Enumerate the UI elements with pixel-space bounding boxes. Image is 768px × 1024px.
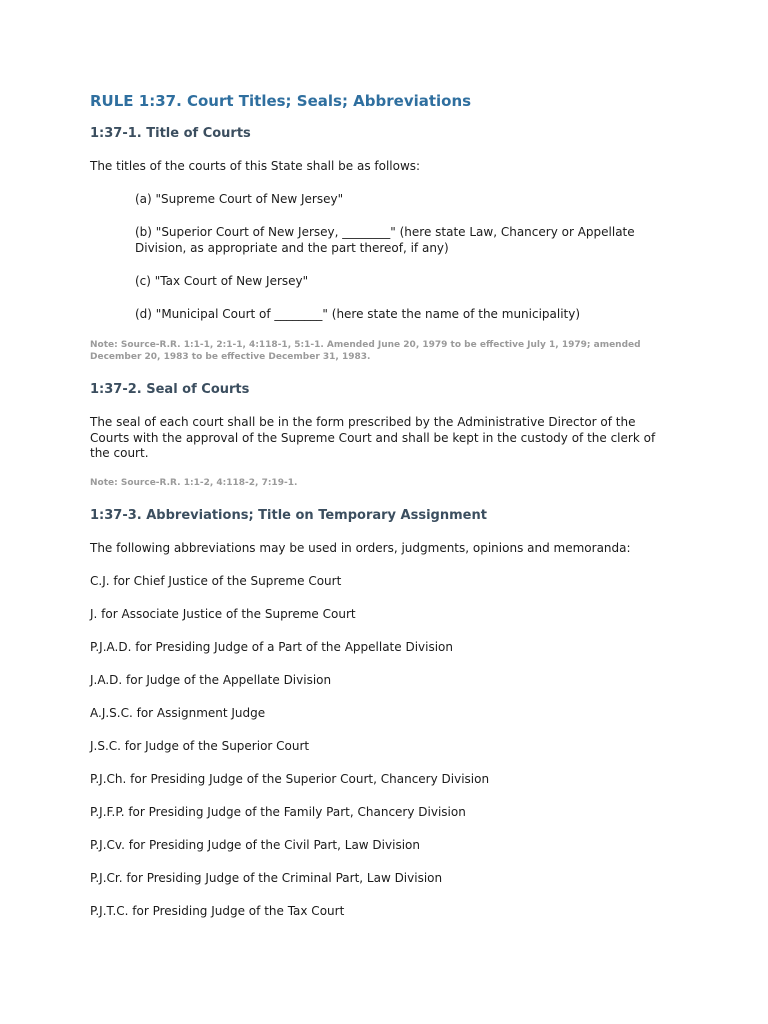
section-title-title-of-courts: 1:37-1. Title of Courts: [90, 126, 251, 141]
abbreviation-item: P.J.Cv. for Presiding Judge of the Civil Part, Law Division: [90, 838, 420, 852]
list-item: (d) "Municipal Court of ________" (here state the name of the municipality): [135, 307, 581, 321]
section-title-seal-of-courts: 1:37-2. Seal of Courts: [90, 382, 250, 397]
abbreviation-item: P.J.T.C. for Presiding Judge of the Tax Court: [90, 904, 345, 918]
abbreviation-item: C.J. for Chief Justice of the Supreme Court: [90, 574, 342, 588]
abbreviation-item: J.S.C. for Judge of the Superior Court: [90, 739, 310, 753]
rule-title: RULE 1:37. Court Titles; Seals; Abbreviations: [90, 92, 472, 110]
source-note: Note: Source-R.R. 1:1-1, 2:1-1, 4:118-1, 5:1-1. Amended June 20, 1979 to be effective July 1, 1979; amended December 20, 1983 to be effective December 31, 1983.: [90, 340, 641, 362]
section-intro: The following abbreviations may be used in orders, judgments, opinions and memoranda:: [90, 541, 631, 555]
list-item: (c) "Tax Court of New Jersey": [135, 274, 309, 288]
source-note: Note: Source-R.R. 1:1-2, 4:118-2, 7:19-1.: [90, 478, 298, 488]
section-title-abbreviations: 1:37-3. Abbreviations; Title on Temporary Assignment: [90, 508, 487, 523]
section-body: The seal of each court shall be in the form prescribed by the Administrative Director of the Courts with the approval of the Supreme Court and shall be kept in the custody of the clerk of the court.: [90, 415, 656, 460]
abbreviation-item: P.J.A.D. for Presiding Judge of a Part of the Appellate Division: [90, 640, 453, 654]
abbreviation-item: A.J.S.C. for Assignment Judge: [90, 706, 266, 720]
list-item: (a) "Supreme Court of New Jersey": [135, 192, 344, 206]
abbreviation-item: J.A.D. for Judge of the Appellate Division: [90, 673, 332, 687]
abbreviation-item: J. for Associate Justice of the Supreme Court: [90, 607, 356, 621]
section-intro: The titles of the courts of this State shall be as follows:: [90, 159, 421, 173]
abbreviation-item: P.J.Cr. for Presiding Judge of the Criminal Part, Law Division: [90, 871, 443, 885]
abbreviation-item: P.J.F.P. for Presiding Judge of the Family Part, Chancery Division: [90, 805, 466, 819]
list-item: (b) "Superior Court of New Jersey, ________" (here state Law, Chancery or Appellate Division, as appropriate and the part thereof, if any): [135, 225, 635, 255]
abbreviation-item: P.J.Ch. for Presiding Judge of the Superior Court, Chancery Division: [90, 772, 490, 786]
